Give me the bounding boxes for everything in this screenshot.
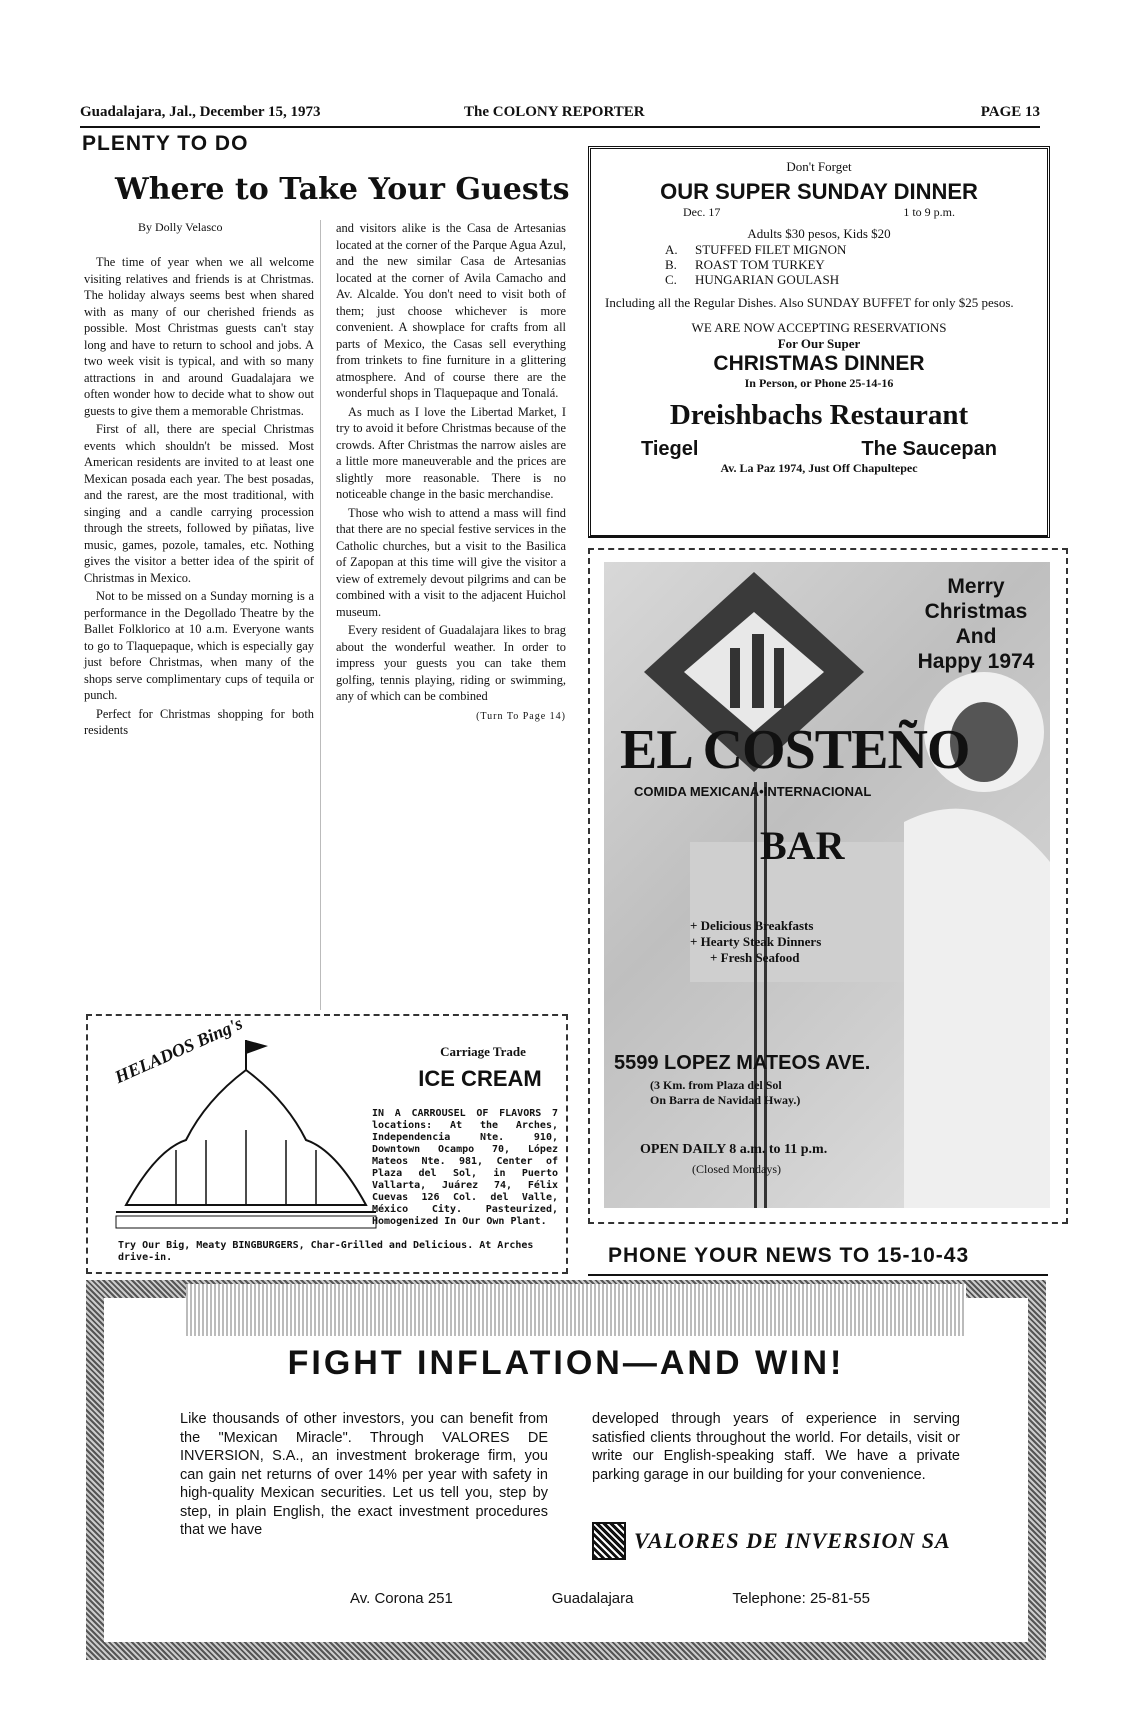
costeno-closed: (Closed Mondays) bbox=[692, 1162, 781, 1176]
tiegel-label: Tiegel bbox=[641, 438, 699, 460]
article-paragraph: Every resident of Guadalajara likes to brag about the wonderful weather. In order to impress your guests you can take them golfing, tennis playing, riding or swimming, any of which can be combined bbox=[336, 623, 566, 703]
sunday-time: 1 to 9 p.m. bbox=[903, 205, 955, 219]
season-greeting bbox=[912, 574, 1040, 674]
column-divider bbox=[320, 220, 321, 1010]
in-person-phone: In Person, or Phone 25-14-16 bbox=[744, 376, 894, 390]
valores-right-text: developed through years of experience in serving satisfied clients throughout the world. For details, visit or write our English-speaking staff. We have a private parking garage in our building for your convenience. bbox=[592, 1411, 960, 1483]
restaurant-address: Av. La Paz 1974, Just Off Chapultepec bbox=[720, 461, 918, 475]
costeno-subtitle: COMIDA MEXICANA•INTERNACIONAL bbox=[634, 784, 872, 799]
masthead-rule bbox=[80, 126, 1040, 128]
costeno-item: + Hearty Steak Dinners bbox=[690, 934, 822, 949]
sunday-date: Dec. 17 bbox=[683, 205, 721, 219]
dont-forget: Don't Forget bbox=[786, 159, 852, 174]
valores-logo-text: VALORES DE INVERSION SA bbox=[634, 1528, 951, 1553]
ad-divider bbox=[588, 536, 1048, 538]
article-paragraph: Those who wish to attend a mass will find that there are no special festive services in the Catholic churches, but a visit to the Basilica of Zapopan at this time will give the visitor a view of extremely devout pilgrims and can be combined with a visit to the adjacent Huichol museum. bbox=[336, 505, 566, 619]
for-our-super: For Our Super bbox=[777, 336, 861, 351]
costeno-menu bbox=[690, 918, 821, 966]
article-column-2 bbox=[336, 220, 566, 725]
section-head: PLENTY TO DO bbox=[82, 132, 249, 155]
costeno-item: + Fresh Seafood bbox=[710, 950, 800, 965]
costeno-hours: OPEN DAILY 8 a.m. to 11 p.m. bbox=[640, 1142, 828, 1157]
valores-phone: Telephone: 25-81-55 bbox=[732, 1590, 870, 1607]
helados-body: IN A CARROUSEL OF FLAVORS 7 locations: At the Arches, Independencia Nte. 910, Downtown Ocampo 70, López Mateos Nte. 981, Center of Plaza del Sol, in Puerto Vallarta, Juárez 74, Félix Cuevas 126 Col. del Valle, México City. Pasteurized, Homogenized In Our Own Plant. bbox=[372, 1108, 558, 1227]
menu-item: B. ROAST TOM TURKEY bbox=[665, 257, 825, 272]
masthead-date: Guadalajara, Jal., December 15, 1973 bbox=[80, 104, 321, 120]
costeno-road: On Barra de Navidad Hway.) bbox=[650, 1093, 801, 1107]
reservations: WE ARE NOW ACCEPTING RESERVATIONS bbox=[691, 320, 947, 335]
greeting-line: Merry bbox=[947, 575, 1005, 598]
christmas-dinner: CHRISTMAS DINNER bbox=[713, 352, 925, 375]
sunday-prices: Adults $30 pesos, Kids $20 bbox=[747, 226, 891, 241]
article-paragraph: The time of year when we all welcome visiting relatives and friends is at Christmas. The holiday always seems best when shared with as many of our cherished friends as possible. Most Christmas guests can't stay long and have to return to school and jobs. A two week visit is typical, and with so many attractions in and around Guadalajara we often wonder how to decide what to show out guests to give them a memorable Christmas. bbox=[84, 255, 314, 418]
sunday-menu bbox=[665, 242, 1047, 287]
restaurant-subnames bbox=[591, 438, 1047, 461]
valores-emblem-icon bbox=[592, 1522, 626, 1560]
saucepan-label: The Saucepan bbox=[861, 438, 997, 460]
phone-rule bbox=[588, 1274, 1048, 1276]
article-column-1 bbox=[84, 254, 314, 741]
valores-address: Av. Corona 251 bbox=[350, 1590, 453, 1607]
helados-ice-cream: ICE CREAM bbox=[418, 1066, 542, 1091]
greeting-line: And bbox=[955, 625, 997, 648]
turn-to-page: (Turn To Page 14) bbox=[476, 710, 566, 722]
costeno-name: EL COSTEÑO bbox=[620, 719, 970, 781]
greeting-line: Christmas bbox=[924, 600, 1028, 623]
article-headline: Where to Take Your Guests bbox=[115, 172, 570, 207]
article-paragraph: As much as I love the Libertad Market, I try to avoid it before Christmas because of the crowds. After Christmas the narrow aisles are a little more maneuverable and the prices are slightly more reasonable. There is no noticeable change in the basic merchandise. bbox=[336, 404, 566, 501]
valores-header-band bbox=[186, 1284, 966, 1336]
helados-carriage: Carriage Trade bbox=[440, 1044, 526, 1059]
masthead-paper: The COLONY REPORTER bbox=[464, 104, 645, 120]
masthead-page: PAGE 13 bbox=[980, 104, 1040, 120]
dreishbachs-ad bbox=[588, 146, 1050, 538]
costeno-address: 5599 LOPEZ MATEOS AVE. bbox=[614, 1052, 871, 1074]
helados-footer: Try Our Big, Meaty BINGBURGERS, Char-Grilled and Delicious. At Arches drive-in. bbox=[118, 1240, 534, 1263]
masthead bbox=[80, 104, 1040, 126]
greeting-line: Happy 1974 bbox=[917, 650, 1035, 673]
costeno-item: + Delicious Breakfasts bbox=[690, 918, 814, 933]
costeno-directions bbox=[650, 1078, 800, 1108]
article-paragraph: and visitors alike is the Casa de Artesanias located at the corner of the Parque Agua Azul, and the new similar Casa de Artesanias located at the corner of Avila Camacho and Av. Alcalde. You don't need to visit both of them; just choose whichever is more convenient. A showplace for crafts from all parts of Mexico, the Casas sell everything from trinkets to fine furniture in a glittering atmosphere. And of course there are the wonderful shops in Tlaquepaque and Tonalá. bbox=[336, 221, 566, 400]
valores-contact bbox=[350, 1590, 870, 1607]
restaurant-name: Dreishbachs Restaurant bbox=[669, 399, 969, 431]
valores-city: Guadalajara bbox=[551, 1590, 634, 1607]
valores-left-text: Like thousands of other investors, you can benefit from the "Mexican Miracle". Through VALORES DE INVERSION, S.A., an investment brokerage firm, you can gain net returns of over 14% per year with safety in high-quality Mexican securities. Let us tell you, step by step, in plain English, the exact investment procedures that we have bbox=[180, 1411, 548, 1538]
helados-brand: HELADOS Bing's bbox=[111, 1012, 246, 1088]
costeno-bar: BAR bbox=[760, 823, 845, 868]
phone-news: PHONE YOUR NEWS TO 15-10-43 bbox=[608, 1244, 970, 1267]
buffet-note: Including all the Regular Dishes. Also SUNDAY BUFFET for only $25 pesos. bbox=[605, 295, 1014, 310]
sunday-date-time bbox=[591, 205, 1047, 220]
article-paragraph: Not to be missed on a Sunday morning is a performance in the Degollado Theatre by the Ballet Folklorico at 10 a.m. Everyone wants to go to Tlaquepaque, which is especially gay just before Christmas, when many of the shops serve complimentary cups of tequila or punch. bbox=[84, 589, 314, 702]
article-paragraph: Perfect for Christmas shopping for both residents bbox=[84, 706, 314, 737]
menu-item: C. HUNGARIAN GOULASH bbox=[665, 272, 840, 287]
costeno-distance: (3 Km. from Plaza del Sol bbox=[650, 1078, 782, 1092]
menu-item: A. STUFFED FILET MIGNON bbox=[665, 242, 847, 257]
sunday-dinner-title: OUR SUPER SUNDAY DINNER bbox=[660, 179, 978, 204]
article-byline: By Dolly Velasco bbox=[138, 220, 223, 234]
article-paragraph: First of all, there are special Christmas events which shouldn't be missed. Most American residents are invited to at least one Mexican posada each year. The best posadas, and the rarest, are the most traditional, with singing and a candle carrying procession through the streets, followed by piñatas, live music, games, pozole, tamales, etc. Nothing gives the visitor a better idea of the spirit of Christmas in Mexico. bbox=[84, 422, 314, 585]
valores-headline: FIGHT INFLATION—AND WIN! bbox=[287, 1344, 845, 1382]
